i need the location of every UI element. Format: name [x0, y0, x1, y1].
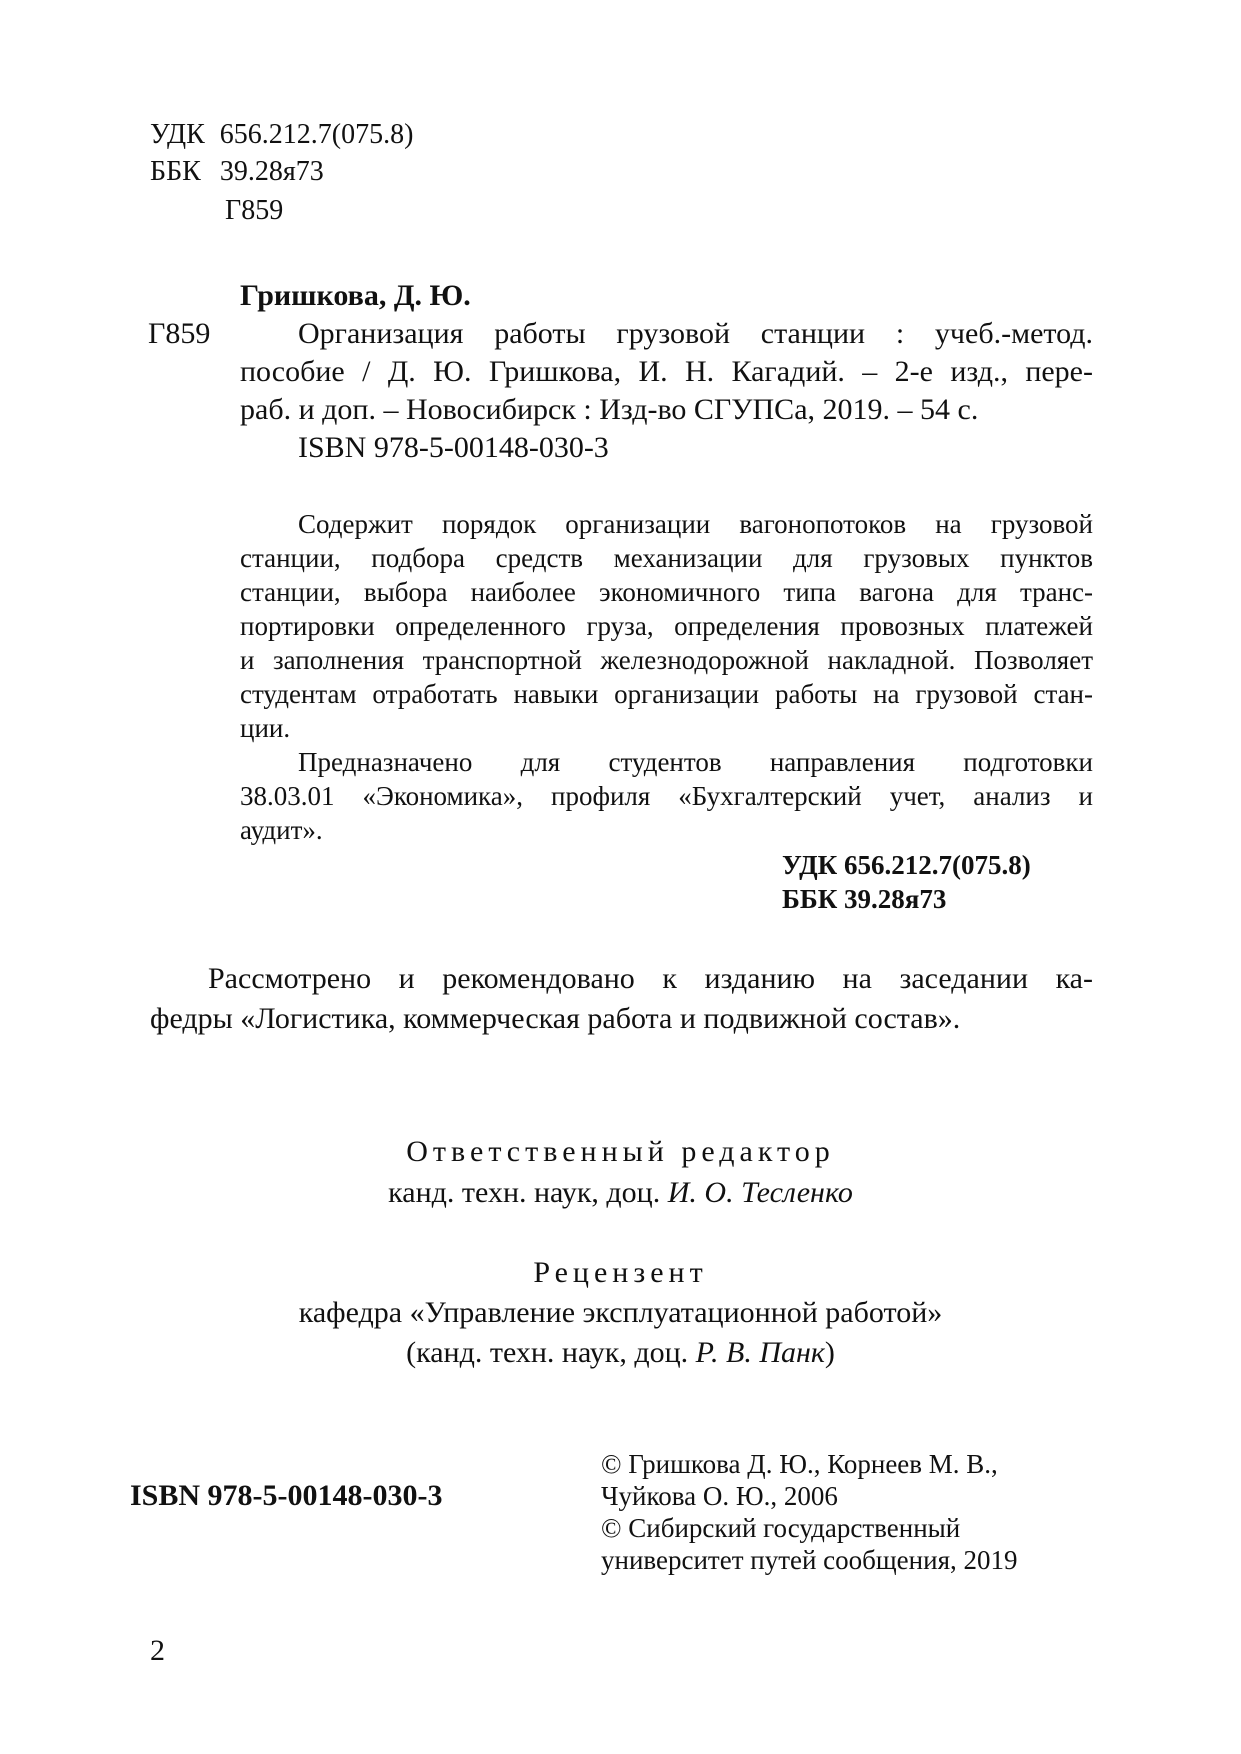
entry-line-3: раб. и доп. – Новосибирск : Изд-во СГУПСа, 2019. – 54 с. — [240, 393, 979, 426]
author-heading: Гришкова, Д. Ю. — [240, 279, 471, 312]
entry-author-mark: Г859 — [148, 317, 211, 350]
editor-line — [0, 1174, 1241, 1211]
recommendation-line: федры «Логистика, коммерческая работа и подвижной состав». — [150, 1002, 961, 1035]
annotation-line: Содержит порядок организации вагонопотоков на грузовой — [298, 509, 1093, 539]
reviewer-title: (канд. техн. наук, доц. — [406, 1336, 696, 1369]
bbk-bold: ББК 39.28я73 — [782, 884, 947, 914]
annotation-line: ции. — [240, 713, 291, 743]
entry-line-2: пособие / Д. Ю. Гришкова, И. Н. Кагадий. – 2-е изд., пере- — [240, 355, 1093, 388]
udk-line — [150, 118, 413, 152]
reviewer-line — [0, 1334, 1241, 1371]
copyright-line: © Сибирский государственный — [601, 1513, 961, 1543]
page-number: 2 — [150, 1634, 165, 1667]
editor-title: канд. техн. наук, доц. — [388, 1176, 668, 1209]
recommendation-line: Рассмотрено и рекомендовано к изданию на заседании ка- — [208, 962, 1093, 995]
copyright-line: © Гришкова Д. Ю., Корнеев М. В., — [601, 1449, 998, 1479]
annotation-line: студентам отработать навыки организации работы на грузовой стан- — [240, 679, 1093, 709]
editor-heading: Ответственный редактор — [406, 1135, 835, 1168]
bbk-label: ББК — [150, 156, 201, 187]
annotation-line: станции, подбора средств механизации для грузовых пунктов — [240, 543, 1093, 573]
udk-value: 656.212.7(075.8) — [219, 119, 414, 150]
annotation-line: и заполнения транспортной железнодорожной накладной. Позволяет — [240, 645, 1093, 675]
annotation-line: 38.03.01 «Экономика», профиля «Бухгалтерский учет, анализ и — [240, 781, 1093, 811]
annotation-line: Предназначено для студентов направления подготовки — [298, 747, 1093, 777]
copyright-line: Чуйкова О. Ю., 2006 — [601, 1481, 838, 1511]
footer-isbn: ISBN 978-5-00148-030-3 — [130, 1479, 443, 1512]
bbk-value: 39.28я73 — [219, 156, 324, 187]
copyright-line: университет путей сообщения, 2019 — [601, 1545, 1018, 1575]
annotation-line: аудит». — [240, 815, 323, 845]
udk-bold: УДК 656.212.7(075.8) — [782, 850, 1031, 880]
annotation-line: портировки определенного груза, определения провозных платежей — [240, 611, 1093, 641]
entry-line-1: Организация работы грузовой станции : учеб.-метод. — [298, 317, 1093, 350]
catalog-author-mark: Г859 — [225, 195, 284, 226]
editor-name: И. О. Тесленко — [667, 1176, 853, 1209]
reviewer-heading: Рецензент — [533, 1256, 708, 1289]
entry-isbn: ISBN 978-5-00148-030-3 — [298, 431, 609, 464]
annotation-line: станции, выбора наиболее экономичного типа вагона для транс- — [240, 577, 1093, 607]
udk-label: УДК — [150, 119, 205, 150]
reviewer-department: кафедра «Управление эксплуатационной работой» — [298, 1296, 943, 1329]
reviewer-name: Р. В. Панк — [695, 1336, 825, 1369]
bbk-line — [150, 155, 324, 189]
reviewer-close: ) — [824, 1336, 835, 1369]
